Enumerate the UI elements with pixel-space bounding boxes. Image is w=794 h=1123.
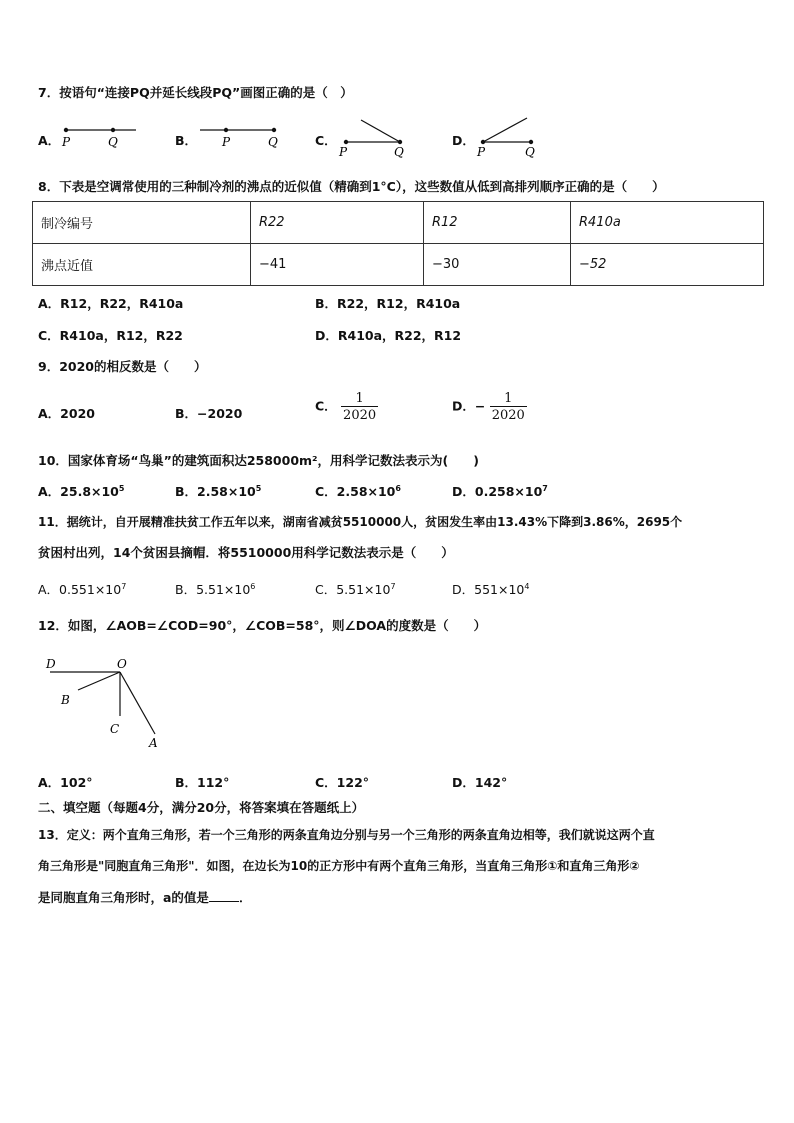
q10-option-b: B．$2.58\times 10^5$	[175, 483, 262, 499]
q8-option-c: C．R410a，R12，R22	[38, 328, 183, 343]
q12-label-d: D	[46, 657, 56, 671]
q13-line3-text: 是同胞直角三角形时，a的值是	[38, 890, 209, 905]
q11-option-c: C．$5.51\times 10^7$	[315, 581, 396, 597]
q7-stem: 7．按语句“连接PQ并延长线段PQ”画图正确的是（ ）	[38, 85, 353, 100]
q7-option-d-label: D．	[452, 133, 475, 148]
q12-label-c: C	[110, 722, 120, 736]
q9-option-b: B．−2020	[175, 406, 243, 421]
q7-option-b-figure	[196, 122, 286, 152]
q8-table	[32, 201, 764, 286]
q9-d-label: D．−	[452, 398, 486, 414]
table-cell: R410a	[571, 202, 764, 244]
q9-d-den: 2020	[491, 408, 525, 423]
q7-c-p: P	[339, 145, 348, 159]
q9-c-den: 2020	[343, 408, 377, 423]
q9-option-a: A．2020	[38, 406, 95, 421]
q13-line3	[38, 888, 251, 906]
table-row	[33, 244, 764, 286]
q10-option-d: D．$0.258\times 10^7$	[452, 483, 548, 499]
table-cell: R22	[251, 202, 424, 244]
table-cell: 沸点近值	[33, 244, 251, 286]
q7-b-q: Q	[268, 135, 278, 149]
answer-blank	[209, 901, 239, 902]
q13-line2: 角三角形是"同胞直角三角形"．如图，在边长为10的正方形中有两个直角三角形，当直角三角形①和直角三角形②	[38, 859, 640, 873]
q9-c-fraction	[341, 391, 378, 423]
table-cell: −41	[251, 244, 424, 286]
q12-stem: 12．如图，∠AOB=∠COD=90°，∠COB=58°，则∠DOA的度数是（ ）	[38, 618, 487, 633]
q9-option-c	[315, 391, 378, 423]
q8-option-a: A．R12，R22，R410a	[38, 296, 184, 311]
q7-option-d-figure	[473, 114, 553, 160]
q9-d-fraction	[490, 391, 527, 423]
q8-stem: 8．下表是空调常使用的三种制冷剂的沸点的近似值（精确到1°C），这些数值从低到高排列顺序正确的是（ ）	[38, 179, 665, 194]
q11-option-d: D．$551\times 10^4$	[452, 581, 530, 597]
q10-stem: 10．国家体育场“鸟巢”的建筑面积达258000m²，用科学记数法表示为( )	[38, 453, 479, 468]
q9-c-label: C．	[315, 398, 337, 414]
q12-label-b: B	[61, 693, 70, 707]
q8-option-b: B．R22，R12，R410a	[315, 296, 461, 311]
q11-option-b: B．$5.51\times 10^6$	[175, 581, 256, 597]
q12-option-a: A．102°	[38, 775, 93, 790]
q9-c-num: 1	[355, 391, 364, 406]
q7-option-b-label: B．	[175, 133, 198, 148]
table-row	[33, 202, 764, 244]
q7-d-p: P	[477, 145, 486, 159]
q7-option-c-figure	[336, 114, 416, 160]
q7-option-a-label: A．	[38, 133, 61, 148]
q10-option-c: C．$2.58\times 10^6$	[315, 483, 401, 499]
q7-option-a-figure	[58, 122, 148, 152]
q9-option-d	[452, 391, 527, 423]
q12-angle-figure	[40, 652, 165, 752]
q11-stem-line1: 11．据统计，自开展精准扶贫工作五年以来，湖南省减贫5510000人，贫困发生率由13.43%下降到3.86%，2695个	[38, 515, 683, 529]
q13-line1: 13．定义：两个直角三角形，若一个三角形的两条直角边分别与另一个三角形的两条直角边相等，我们就说这两个直	[38, 828, 655, 842]
table-cell: −30	[424, 244, 571, 286]
q12-label-a: A	[149, 736, 158, 750]
q7-option-c-label: C．	[315, 133, 337, 148]
q9-d-num: 1	[504, 391, 513, 406]
q10-option-a: A．$25.8\times 10^5$	[38, 483, 125, 499]
q7-a-p: P	[62, 135, 71, 149]
q9-stem: 9．2020的相反数是（ ）	[38, 359, 207, 374]
q11-stem-line2: 贫困村出列，14个贫困县摘帽．将5510000用科学记数法表示是（ ）	[38, 545, 454, 560]
q7-d-q: Q	[525, 145, 535, 159]
q7-c-q: Q	[394, 145, 404, 159]
q12-option-c: C．122°	[315, 775, 370, 790]
q7-b-p: P	[222, 135, 231, 149]
table-cell: R12	[424, 202, 571, 244]
q11-option-a: A．$0.551\times 10^7$	[38, 581, 127, 597]
q12-option-b: B．112°	[175, 775, 230, 790]
q13-line3-end: ．	[238, 890, 252, 905]
table-cell: −52	[571, 244, 764, 286]
table-cell: 制冷编号	[33, 202, 251, 244]
q7-a-q: Q	[108, 135, 118, 149]
q12-label-o: O	[117, 657, 127, 671]
q8-option-d: D．R410a，R22，R12	[315, 328, 462, 343]
q12-option-d: D．142°	[452, 775, 508, 790]
section-heading: 二、填空题（每题4分，满分20分，将答案填在答题纸上）	[38, 800, 365, 815]
